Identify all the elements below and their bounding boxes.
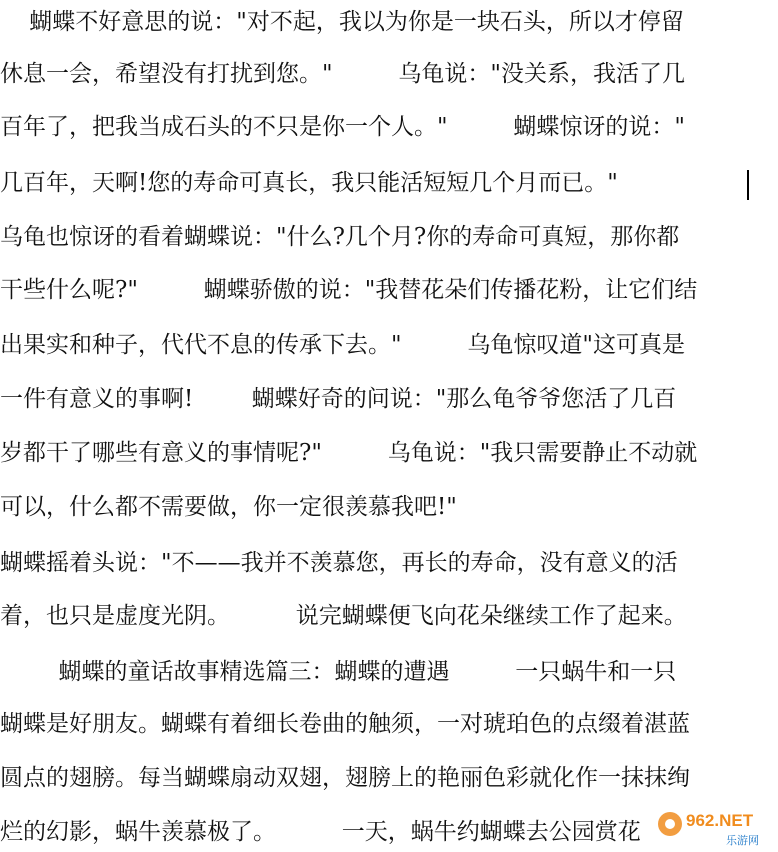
text-line: 蝴蝶是好朋友。蝴蝶有着细长卷曲的触须，一对琥珀色的点缀着湛蓝 [0, 711, 690, 737]
text-line: 乌龟也惊讶的看着蝴蝶说："什么?几个月?你的寿命可真短，那你都 [0, 224, 680, 250]
site-watermark-logo [656, 802, 774, 848]
text-line: 蝴蝶的童话故事精选篇三：蝴蝶的遭遇 一只蜗牛和一只 [0, 659, 677, 685]
text-line: 干些什么呢?" 蝴蝶骄傲的说："我替花朵们传播花粉，让它们结 [0, 277, 698, 303]
watermark-text: 962.NET [686, 811, 754, 830]
text-cursor-icon [747, 170, 749, 200]
text-line: 百年了，把我当成石头的不只是你一个人。" 蝴蝶惊讶的说：" [0, 114, 685, 140]
text-line: 蝴蝶摇着头说："不——我并不羡慕您，再长的寿命，没有意义的活 [0, 550, 678, 576]
text-line: 出果实和种子，代代不息的传承下去。" 乌龟惊叹道"这可真是 [0, 332, 685, 358]
text-line: 着，也只是虚度光阴。 说完蝴蝶便飞向花朵继续工作了起来。 [0, 603, 687, 629]
text-line: 蝴蝶不好意思的说："对不起，我以为你是一块石头，所以才停留 [0, 9, 684, 35]
text-line: 几百年，天啊!您的寿命可真长，我只能活短短几个月而已。" [0, 170, 618, 196]
text-line: 一件有意义的事啊! 蝴蝶好奇的问说："那么龟爷爷您活了几百 [0, 386, 677, 412]
text-line: 岁都干了哪些有意义的事情呢?" 乌龟说："我只需要静止不动就 [0, 440, 698, 466]
watermark-subtext: 乐游网 [726, 834, 759, 847]
text-line: 烂的幻影，蜗牛羡慕极了。 一天，蜗牛约蝴蝶去公园赏花 [0, 819, 641, 845]
text-line: 可以，什么都不需要做，你一定很羡慕我吧!" [0, 494, 457, 520]
text-line: 圆点的翅膀。每当蝴蝶扇动双翅，翅膀上的艳丽色彩就化作一抹抹绚 [0, 765, 690, 791]
text-line: 休息一会，希望没有打扰到您。" 乌龟说："没关系，我活了几 [0, 61, 685, 87]
